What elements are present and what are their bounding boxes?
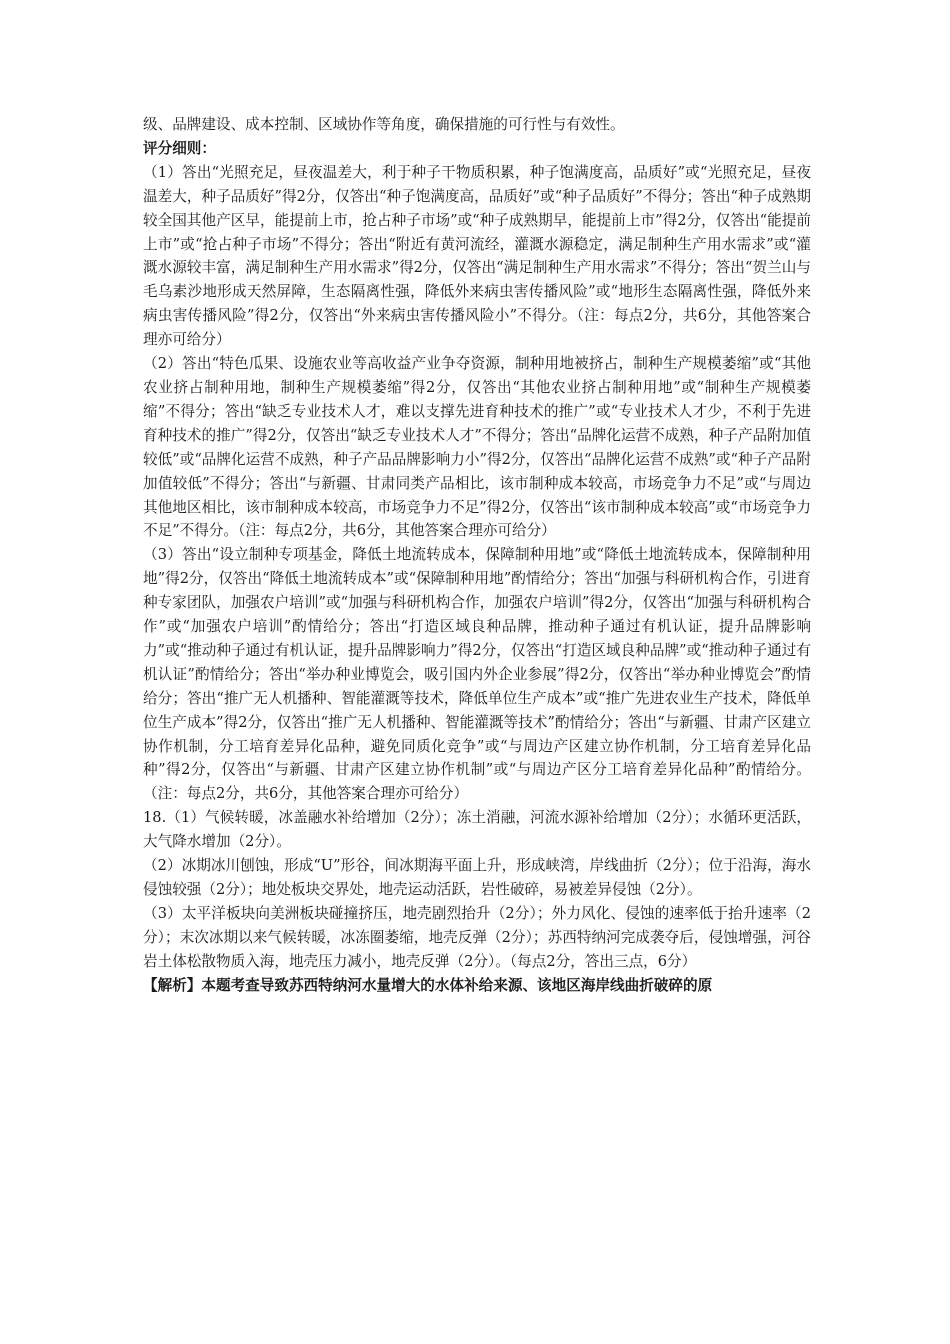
analysis-line: 【解析】本题考查导致苏西特纳河水量增大的水体补给来源、该地区海岸线曲折破碎的原 [143,976,713,994]
q17-part2-rubric: （2）答出“特色瓜果、设施农业等高收益产业争夺资源，制种用地被挤占，制种生产规模萎缩”或“其他农业挤占制种用地，制种生产规模萎缩”得2分，仅答出“其他农业挤占制种用地”或“制种生产规模萎缩”不得分；答出“缺乏专业技术人才，难以支撑先进育种技术的推广”或“专业技术人才少，不利于先进育种技术的推广”得2分，仅答出“缺乏专业技术人才”不得分；答出“品牌化运营不成熟，种子产品附加值较低”或“品牌化运营不成熟，种子产品品牌影响力小”得2分，仅答出“品牌化运营不成熟”或“种子产品附加值较低”不得分；答出“与新疆、甘肃同类产品相比，该市制种成本较高，市场竞争力不足”或“与周边其他地区相比，该市制种成本较高，市场竞争力不足”得2分，仅答出“该市制种成本较高”或“市场竞争力不足”不得分。（注：每点2分，共6分，其他答案合理亦可给分） [143,355,811,540]
intro-continuation: 级、品牌建设、成本控制、区域协作等角度，确保措施的可行性与有效性。 [143,116,625,133]
rubric-heading: 评分细则： [143,139,216,157]
q18-part3-answer: （3）太平洋板块向美洲板块碰撞挤压，地壳剧烈抬升（2分）；外力风化、侵蚀的速率低于抬升速率（2分）；末次冰期以来气候转暖，冰冻圈萎缩，地壳反弹（2分）；苏西特纳河完成袭夺后，侵蚀增强，河谷岩土体松散物质入海，地壳压力减小，地壳反弹（2分）。（每点2分，答出三点，6分） [143,904,811,970]
document-page [143,113,811,998]
q17-part1-rubric: （1）答出“光照充足，昼夜温差大，利于种子干物质积累，种子饱满度高，品质好”或“光照充足，昼夜温差大，种子品质好”得2分，仅答出“种子饱满度高，品质好”或“种子品质好”不得分；答出“种子成熟期较全国其他产区早，能提前上市，抢占种子市场”或“种子成熟期早，能提前上市”得2分，仅答出“能提前上市”或“抢占种子市场”不得分；答出“附近有黄河流经，灌溉水源稳定，满足制种生产用水需求”或“灌溉水源较丰富，满足制种生产用水需求”得2分，仅答出“满足制种生产用水需求”不得分；答出“贺兰山与毛乌素沙地形成天然屏障，生态隔离性强，降低外来病虫害传播风险”或“地形生态隔离性强，降低外来病虫害传播风险”得2分，仅答出“外来病虫害传播风险小”不得分。（注：每点2分，共6分，其他答案合理亦可给分） [143,163,811,349]
q18-part2-answer: （2）冰期冰川刨蚀，形成“U”形谷，间冰期海平面上升，形成峡湾，岸线曲折（2分）；位于沿海，海水侵蚀较强（2分）；地处板块交界处，地壳运动活跃，岩性破碎，易被差异侵蚀（2分）。 [143,857,811,898]
q18-part1-answer: 18.（1）气候转暖，冰盖融水补给增加（2分）；冻土消融，河流水源补给增加（2分）；水循环更活跃，大气降水增加（2分）。 [143,809,811,851]
q17-part3-rubric: （3）答出“设立制种专项基金，降低土地流转成本，保障制种用地”或“降低土地流转成本，保障制种用地”得2分，仅答出“降低土地流转成本”或“保障制种用地”酌情给分；答出“加强与科研机构合作，引进育种专家团队，加强农户培训”或“加强与科研机构合作，加强农户培训”得2分，仅答出“加强与科研机构合作”或“加强农户培训”酌情给分；答出“打造区域良种品牌，推动种子通过有机认证，提升品牌影响力”或“推动种子通过有机认证，提升品牌影响力”得2分，仅答出“打造区域良种品牌”或“推动种子通过有机认证”酌情给分；答出“举办种业博览会，吸引国内外企业参展”得2分，仅答出“举办种业博览会”酌情给分；答出“推广无人机播种、智能灌溉等技术，降低单位生产成本”或“推广先进农业生产技术，降低单位生产成本”得2分，仅答出“推广无人机播种、智能灌溉等技术”酌情给分；答出“与新疆、甘肃产区建立协作机制，分工培育差异化品种，避免同质化竞争”或“与周边产区建立协作机制，分工培育差异化品种”得2分，仅答出“与新疆、甘肃产区建立协作机制”或“与周边产区分工培育差异化品种”酌情给分。（注：每点2分，共6分，其他答案合理亦可给分） [143,546,811,803]
